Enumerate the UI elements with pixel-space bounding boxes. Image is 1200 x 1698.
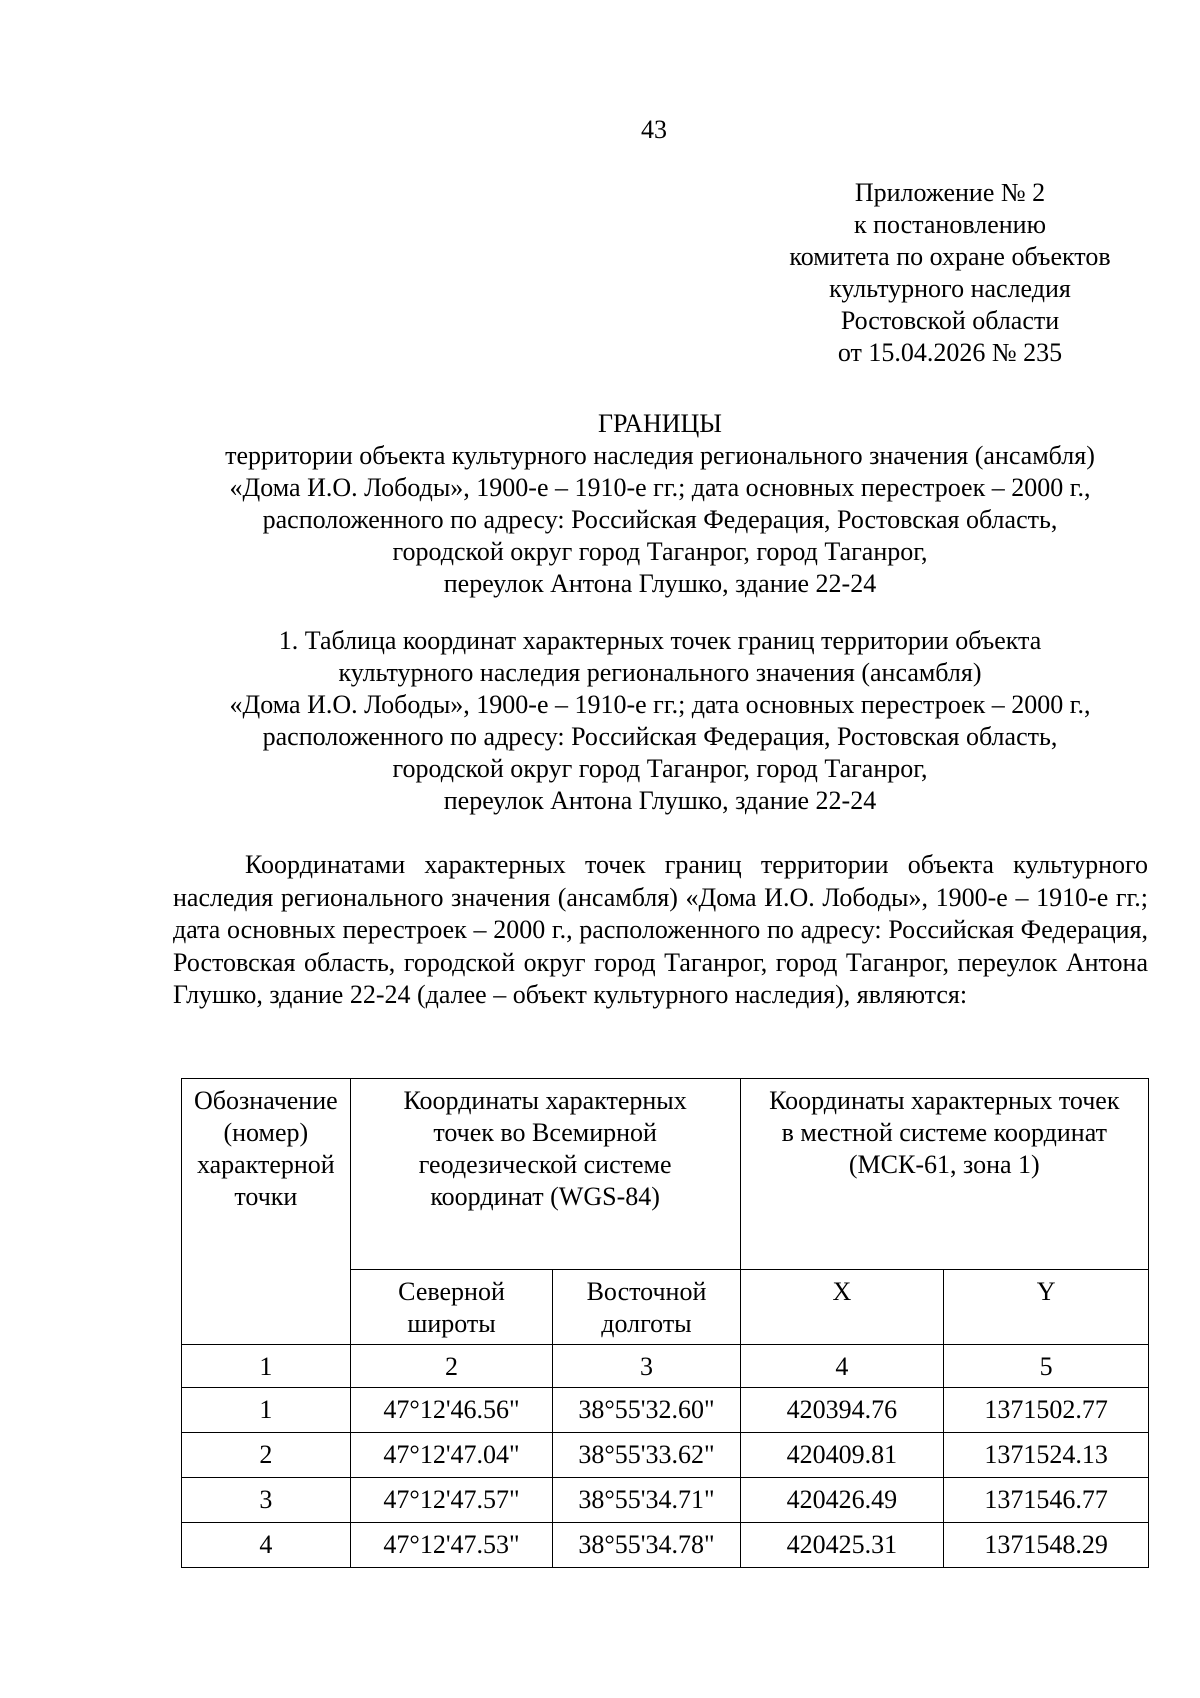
column-number: 2 — [350, 1345, 553, 1388]
table-row — [182, 1478, 1149, 1523]
column-number-row — [182, 1345, 1149, 1388]
header-line: в местной системе координат — [781, 1118, 1107, 1147]
section-line: 1. Таблица координат характерных точек границ территории объекта — [278, 626, 1042, 655]
section-line: культурного наследия регионального значения (ансамбля) — [338, 658, 982, 687]
title-line: территории объекта культурного наследия регионального значения (ансамбля) — [225, 441, 1095, 470]
header-wgs84 — [350, 1079, 740, 1270]
subheader-east-longitude — [553, 1270, 740, 1345]
header-line: точки — [234, 1182, 298, 1211]
table-cell: 1371546.77 — [944, 1478, 1149, 1523]
appendix-line: Приложение № 2 — [854, 178, 1046, 207]
appendix-line: комитета по охране объектов — [789, 242, 1111, 271]
table-cell: 1371548.29 — [944, 1523, 1149, 1568]
table-cell: 1 — [182, 1388, 351, 1433]
header-line: Восточной — [586, 1277, 707, 1306]
table-cell: 47°12'47.57" — [350, 1478, 553, 1523]
table-cell: 47°12'46.56" — [350, 1388, 553, 1433]
table-cell: 38°55'34.78" — [553, 1523, 740, 1568]
header-line: Северной — [398, 1277, 505, 1306]
section-line: расположенного по адресу: Российская Федерация, Ростовская область, — [262, 722, 1058, 751]
column-number: 1 — [182, 1345, 351, 1388]
appendix-block — [740, 177, 1160, 369]
header-line: (МСК-61, зона 1) — [848, 1150, 1040, 1179]
appendix-line: культурного наследия — [829, 274, 1071, 303]
document-title — [170, 408, 1150, 600]
subheader-y: Y — [944, 1270, 1149, 1345]
table-cell: 420426.49 — [740, 1478, 944, 1523]
column-number: 4 — [740, 1345, 944, 1388]
column-number: 5 — [944, 1345, 1149, 1388]
coordinates-table — [181, 1078, 1149, 1568]
section-line: переулок Антона Глушко, здание 22-24 — [443, 786, 877, 815]
table-cell: 38°55'32.60" — [553, 1388, 740, 1433]
column-number: 3 — [553, 1345, 740, 1388]
section-heading — [170, 625, 1150, 817]
table-cell: 38°55'33.62" — [553, 1433, 740, 1478]
table-header-row — [182, 1079, 1149, 1270]
table-cell: 420394.76 — [740, 1388, 944, 1433]
section-line: городской округ город Таганрог, город Таганрог, — [392, 754, 928, 783]
header-line: характерной — [196, 1150, 335, 1179]
header-point-designation — [182, 1079, 351, 1345]
title-line: расположенного по адресу: Российская Федерация, Ростовская область, — [262, 505, 1058, 534]
title-line: городской округ город Таганрог, город Таганрог, — [392, 537, 928, 566]
subheader-x: X — [740, 1270, 944, 1345]
subheader-north-latitude — [350, 1270, 553, 1345]
title-line: переулок Антона Глушко, здание 22-24 — [443, 569, 877, 598]
table-cell: 420425.31 — [740, 1523, 944, 1568]
table-cell: 1371502.77 — [944, 1388, 1149, 1433]
header-line: точек во Всемирной — [433, 1118, 657, 1147]
header-line: долготы — [601, 1309, 692, 1338]
appendix-line: к постановлению — [853, 210, 1047, 239]
table-cell: 4 — [182, 1523, 351, 1568]
table-cell: 47°12'47.04" — [350, 1433, 553, 1478]
header-line: (номер) — [223, 1118, 309, 1147]
appendix-line: от 15.04.2026 № 235 — [837, 338, 1063, 367]
table-cell: 3 — [182, 1478, 351, 1523]
title-line: «Дома И.О. Лободы», 1900-е – 1910-е гг.; дата основных перестроек – 2000 г., — [229, 473, 1091, 502]
table-row — [182, 1388, 1149, 1433]
title-heading: ГРАНИЦЫ — [598, 409, 722, 438]
section-line: «Дома И.О. Лободы», 1900-е – 1910-е гг.; дата основных перестроек – 2000 г., — [229, 690, 1091, 719]
header-line: координат (WGS-84) — [430, 1182, 660, 1211]
table-cell: 420409.81 — [740, 1433, 944, 1478]
header-line: широты — [407, 1309, 496, 1338]
table-row — [182, 1523, 1149, 1568]
page-number: 43 — [641, 115, 667, 144]
table-cell: 1371524.13 — [944, 1433, 1149, 1478]
body-paragraph: Координатами характерных точек границ территории объекта культурного наследия регионального значения (ансамбля) «Дома И.О. Лободы», 1900-е – 1910-е гг.; дата основных перестроек – 2000 г., расположенного по адресу: Российская Федерация, Ростовская область, городской округ город Таганрог, город Таганрог, переулок Антона Глушко, здание 22-24 (далее – объект культурного наследия), являются: — [173, 850, 1148, 1009]
table-cell: 2 — [182, 1433, 351, 1478]
table-row — [182, 1433, 1149, 1478]
header-line: геодезической системе — [418, 1150, 672, 1179]
header-line: Координаты характерных — [403, 1086, 687, 1115]
appendix-line: Ростовской области — [840, 306, 1060, 335]
table-cell: 47°12'47.53" — [350, 1523, 553, 1568]
header-line: Координаты характерных точек — [769, 1086, 1120, 1115]
table-cell: 38°55'34.71" — [553, 1478, 740, 1523]
header-line: Обозначение — [194, 1086, 338, 1115]
header-msk61 — [740, 1079, 1148, 1270]
